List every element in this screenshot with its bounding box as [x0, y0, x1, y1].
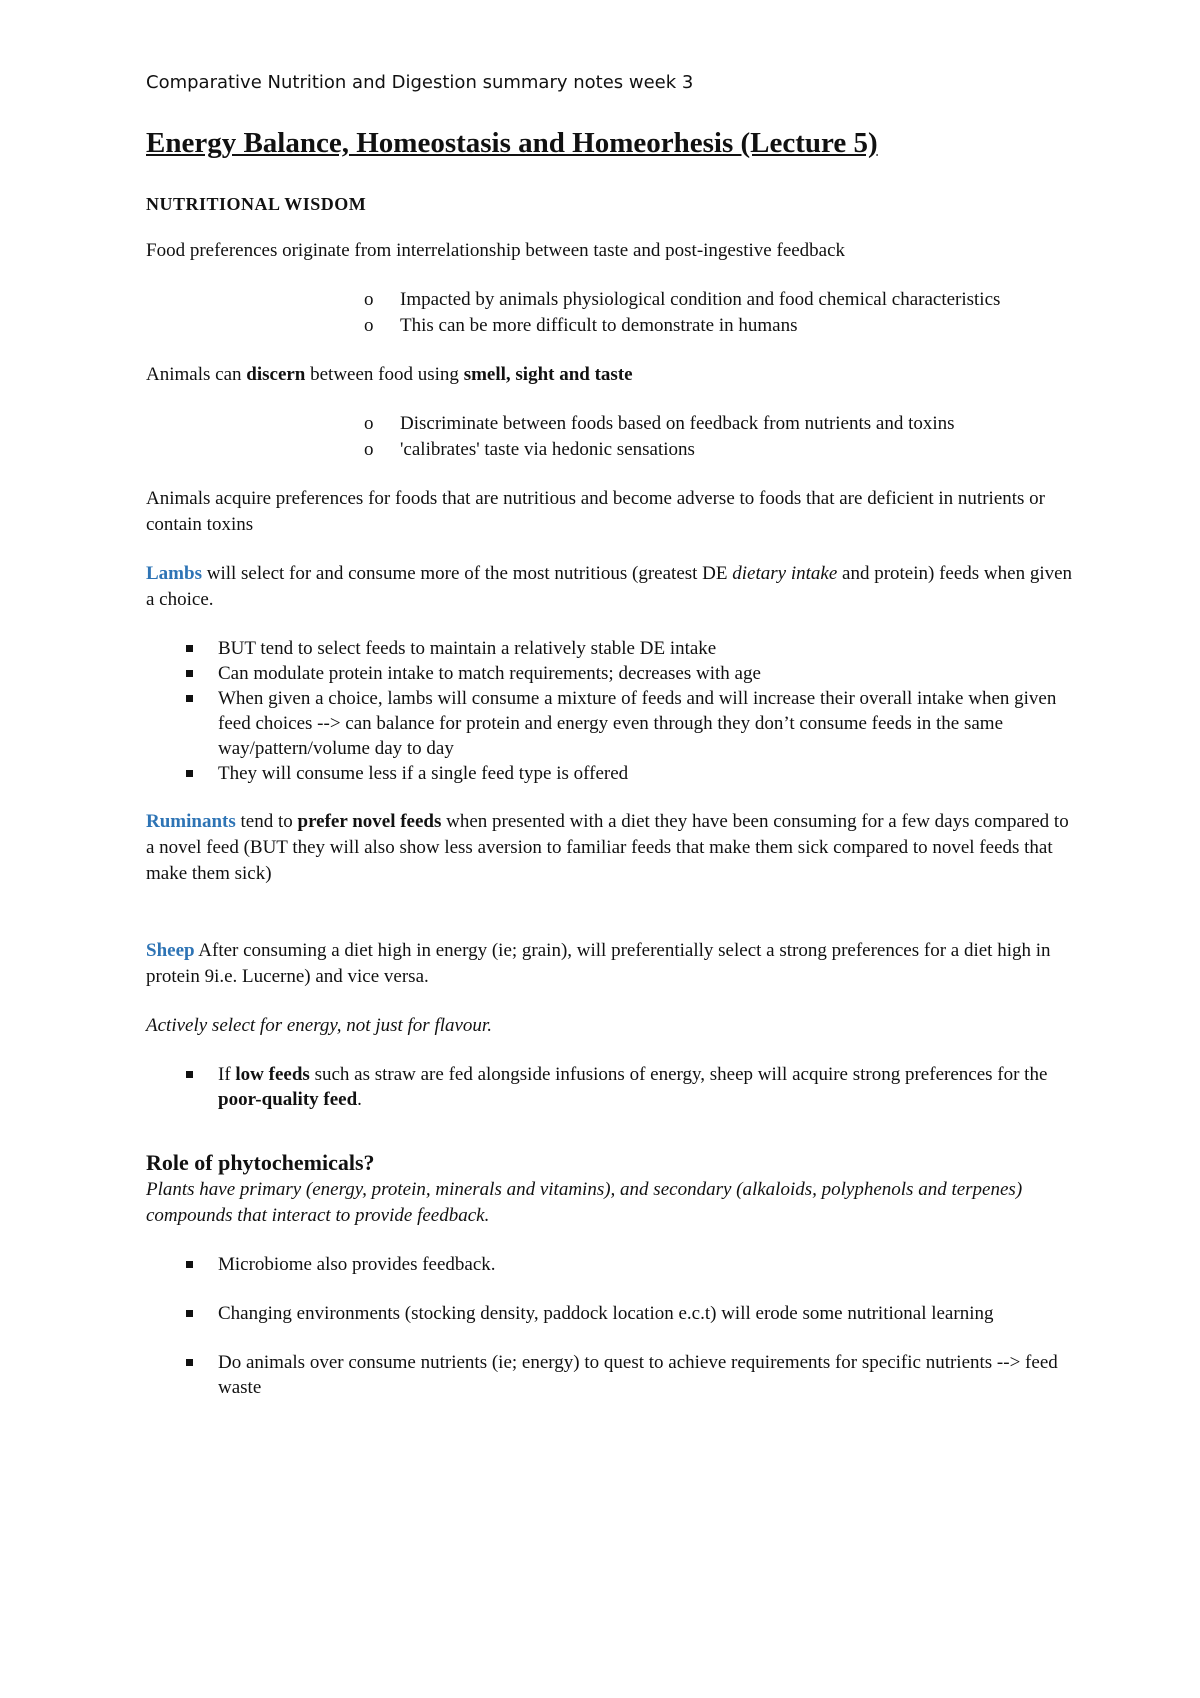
- list-item: They will consume less if a single feed type is offered: [186, 761, 1076, 786]
- page-title: Energy Balance, Homeostasis and Homeorhesis (Lecture 5): [146, 127, 878, 159]
- square-bullet-icon: [186, 770, 193, 777]
- list-physiological: [146, 287, 1076, 339]
- list-item: When given a choice, lambs will consume a mixture of feeds and will increase their overall intake when given feed choices --> can balance for protein and energy even through they don’t consume feeds in the same way/pattern/volume day to day: [186, 686, 1076, 761]
- list-item: Microbiome also provides feedback.: [186, 1252, 1076, 1277]
- list-low-feeds: [146, 1062, 1076, 1112]
- square-bullet-icon: [186, 1261, 193, 1268]
- square-bullet-icon: [186, 1310, 193, 1317]
- lambs-label: Lambs: [146, 563, 202, 585]
- square-bullet-icon: [186, 1359, 193, 1366]
- paragraph-discern: Animals can discern between food using smell, sight and taste: [146, 364, 633, 386]
- list-item: Do animals over consume nutrients (ie; energy) to quest to achieve requirements for specific nutrients --> feed waste: [186, 1350, 1076, 1400]
- circle-bullet-icon: o: [364, 413, 374, 435]
- list-item: o Discriminate between foods based on feedback from nutrients and toxins: [364, 411, 1076, 437]
- square-bullet-icon: [186, 695, 193, 702]
- ruminants-label: Ruminants: [146, 811, 236, 833]
- list-item: Changing environments (stocking density, paddock location e.c.t) will erode some nutritional learning: [186, 1301, 1076, 1326]
- paragraph-food-preferences: Food preferences originate from interrelationship between taste and post-ingestive feedback: [146, 240, 846, 262]
- paragraph-sheep: Sheep After consuming a diet high in energy (ie; grain), will preferentially select a strong preferences for a diet high in protein 9i.e. Lucerne) and vice versa.: [146, 940, 1051, 988]
- spacer: [146, 1135, 1076, 1149]
- square-bullet-icon: [186, 670, 193, 677]
- spacer: [146, 910, 1076, 938]
- document-body: [146, 72, 1076, 1424]
- list-item: Can modulate protein intake to match requirements; decreases with age: [186, 661, 1076, 686]
- list-discriminate: [146, 411, 1076, 463]
- circle-bullet-icon: o: [364, 289, 374, 311]
- list-phytochemicals: [146, 1252, 1076, 1400]
- sheep-label: Sheep: [146, 940, 195, 962]
- list-item: o This can be more difficult to demonstrate in humans: [364, 313, 1076, 339]
- section-heading-nutritional-wisdom: NUTRITIONAL WISDOM: [146, 194, 367, 215]
- paragraph-ruminants: Ruminants tend to prefer novel feeds when presented with a diet they have been consuming for a few days compared to a novel feed (BUT they will also show less aversion to familiar feeds that make them sick compared to novel feeds that make them sick): [146, 811, 1069, 885]
- square-bullet-icon: [186, 645, 193, 652]
- circle-bullet-icon: o: [364, 439, 374, 461]
- list-item: o 'calibrates' taste via hedonic sensations: [364, 437, 1076, 463]
- document-header: Comparative Nutrition and Digestion summary notes week 3: [146, 72, 694, 93]
- list-lambs: [146, 636, 1076, 786]
- list-item: BUT tend to select feeds to maintain a relatively stable DE intake: [186, 636, 1076, 661]
- paragraph-actively-select: Actively select for energy, not just for flavour.: [146, 1015, 492, 1037]
- square-bullet-icon: [186, 1071, 193, 1078]
- paragraph-lambs: Lambs will select for and consume more of the most nutritious (greatest DE dietary intake and protein) feeds when given a choice.: [146, 563, 1073, 611]
- circle-bullet-icon: o: [364, 315, 374, 337]
- list-item: o Impacted by animals physiological condition and food chemical characteristics: [364, 287, 1076, 313]
- paragraph-acquire-preferences: Animals acquire preferences for foods that are nutritious and become adverse to foods that are deficient in nutrients or contain toxins: [146, 488, 1046, 536]
- paragraph-plants: Plants have primary (energy, protein, minerals and vitamins), and secondary (alkaloids, polyphenols and terpenes) compounds that interact to provide feedback.: [146, 1179, 1023, 1227]
- list-item: If low feeds such as straw are fed alongside infusions of energy, sheep will acquire strong preferences for the poor-quality feed.: [186, 1062, 1076, 1112]
- heading-role-of-phytochemicals: Role of phytochemicals?: [146, 1150, 375, 1176]
